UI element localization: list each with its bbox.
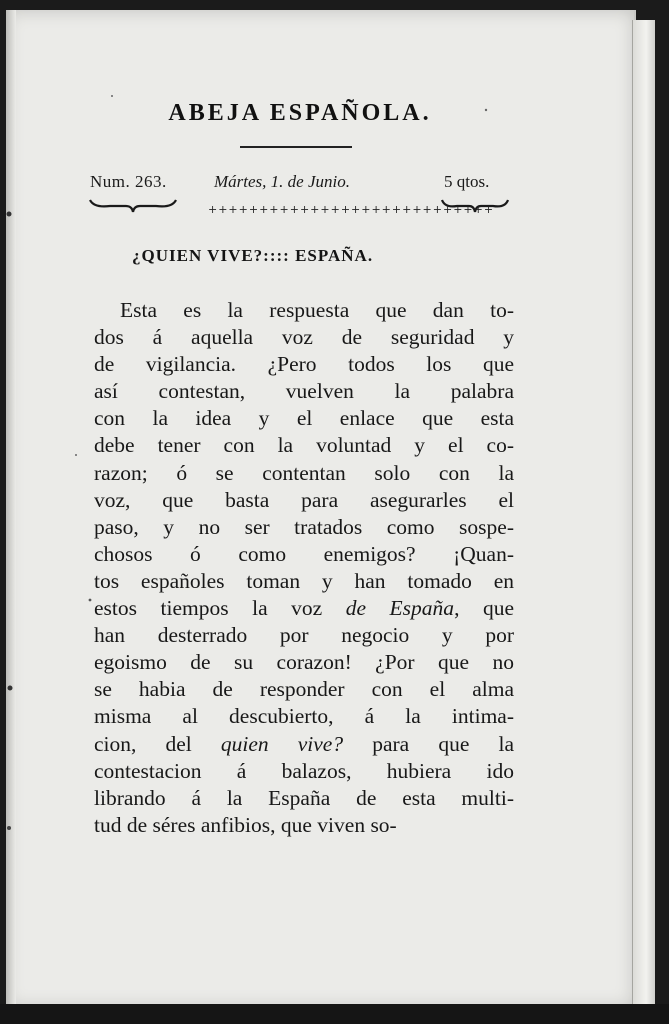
- text-run: misma al descubierto, á la intima-: [94, 704, 514, 729]
- text-run: , que: [454, 596, 515, 621]
- issue-number: Num. 263.: [90, 172, 167, 191]
- dagger-ornament-row: ++++++++++++++++++++++++++++: [208, 203, 495, 216]
- masthead-title: ABEJA ESPAÑOLA.: [168, 100, 432, 126]
- text-run: egoismo de su corazon! ¿Por que no: [94, 650, 514, 675]
- text-run: razon; ó se contentan solo con la: [94, 460, 514, 485]
- article-heading: ¿QUIEN VIVE?:::: ESPAÑA.: [132, 246, 374, 265]
- text-run: con la idea y el enlace que esta: [94, 406, 514, 431]
- text-run: de vigilancia. ¿Pero todos los que: [94, 352, 514, 377]
- text-run: tos españoles toman y han tomado en: [94, 568, 514, 593]
- text-run: voz, que basta para asegurarles el: [94, 487, 514, 512]
- text-run: así contestan, vuelven la palabra: [94, 379, 514, 404]
- italic-phrase: de España: [345, 596, 455, 621]
- text-run: estos tiempos la voz: [94, 596, 346, 621]
- text-run: chosos ó como enemigos? ¡Quan-: [94, 541, 514, 566]
- text-run: han desterrado por negocio y por: [94, 623, 514, 648]
- text-run: Esta es la respuesta que dan to-: [120, 298, 514, 322]
- text-run: tud de séres anfibios, que viven so-: [94, 812, 397, 837]
- issue-price: 5 qtos.: [444, 172, 490, 191]
- text-run: para que la: [343, 731, 514, 756]
- italic-phrase: quien vive?: [220, 731, 344, 756]
- text-run: se habia de responder con el alma: [94, 677, 514, 702]
- text-run: librando á la España de esta multi-: [94, 785, 514, 810]
- text-run: cion, del: [94, 731, 221, 756]
- text-run: contestacion á balazos, hubiera ido: [94, 758, 514, 783]
- text-run: paso, y no ser tratados como sospe-: [94, 514, 514, 539]
- text-run: dos á aquella voz de seguridad y: [94, 325, 514, 350]
- text-run: debe tener con la voluntad y el co-: [94, 433, 514, 458]
- issue-date: Mártes, 1. de Junio.: [214, 172, 350, 191]
